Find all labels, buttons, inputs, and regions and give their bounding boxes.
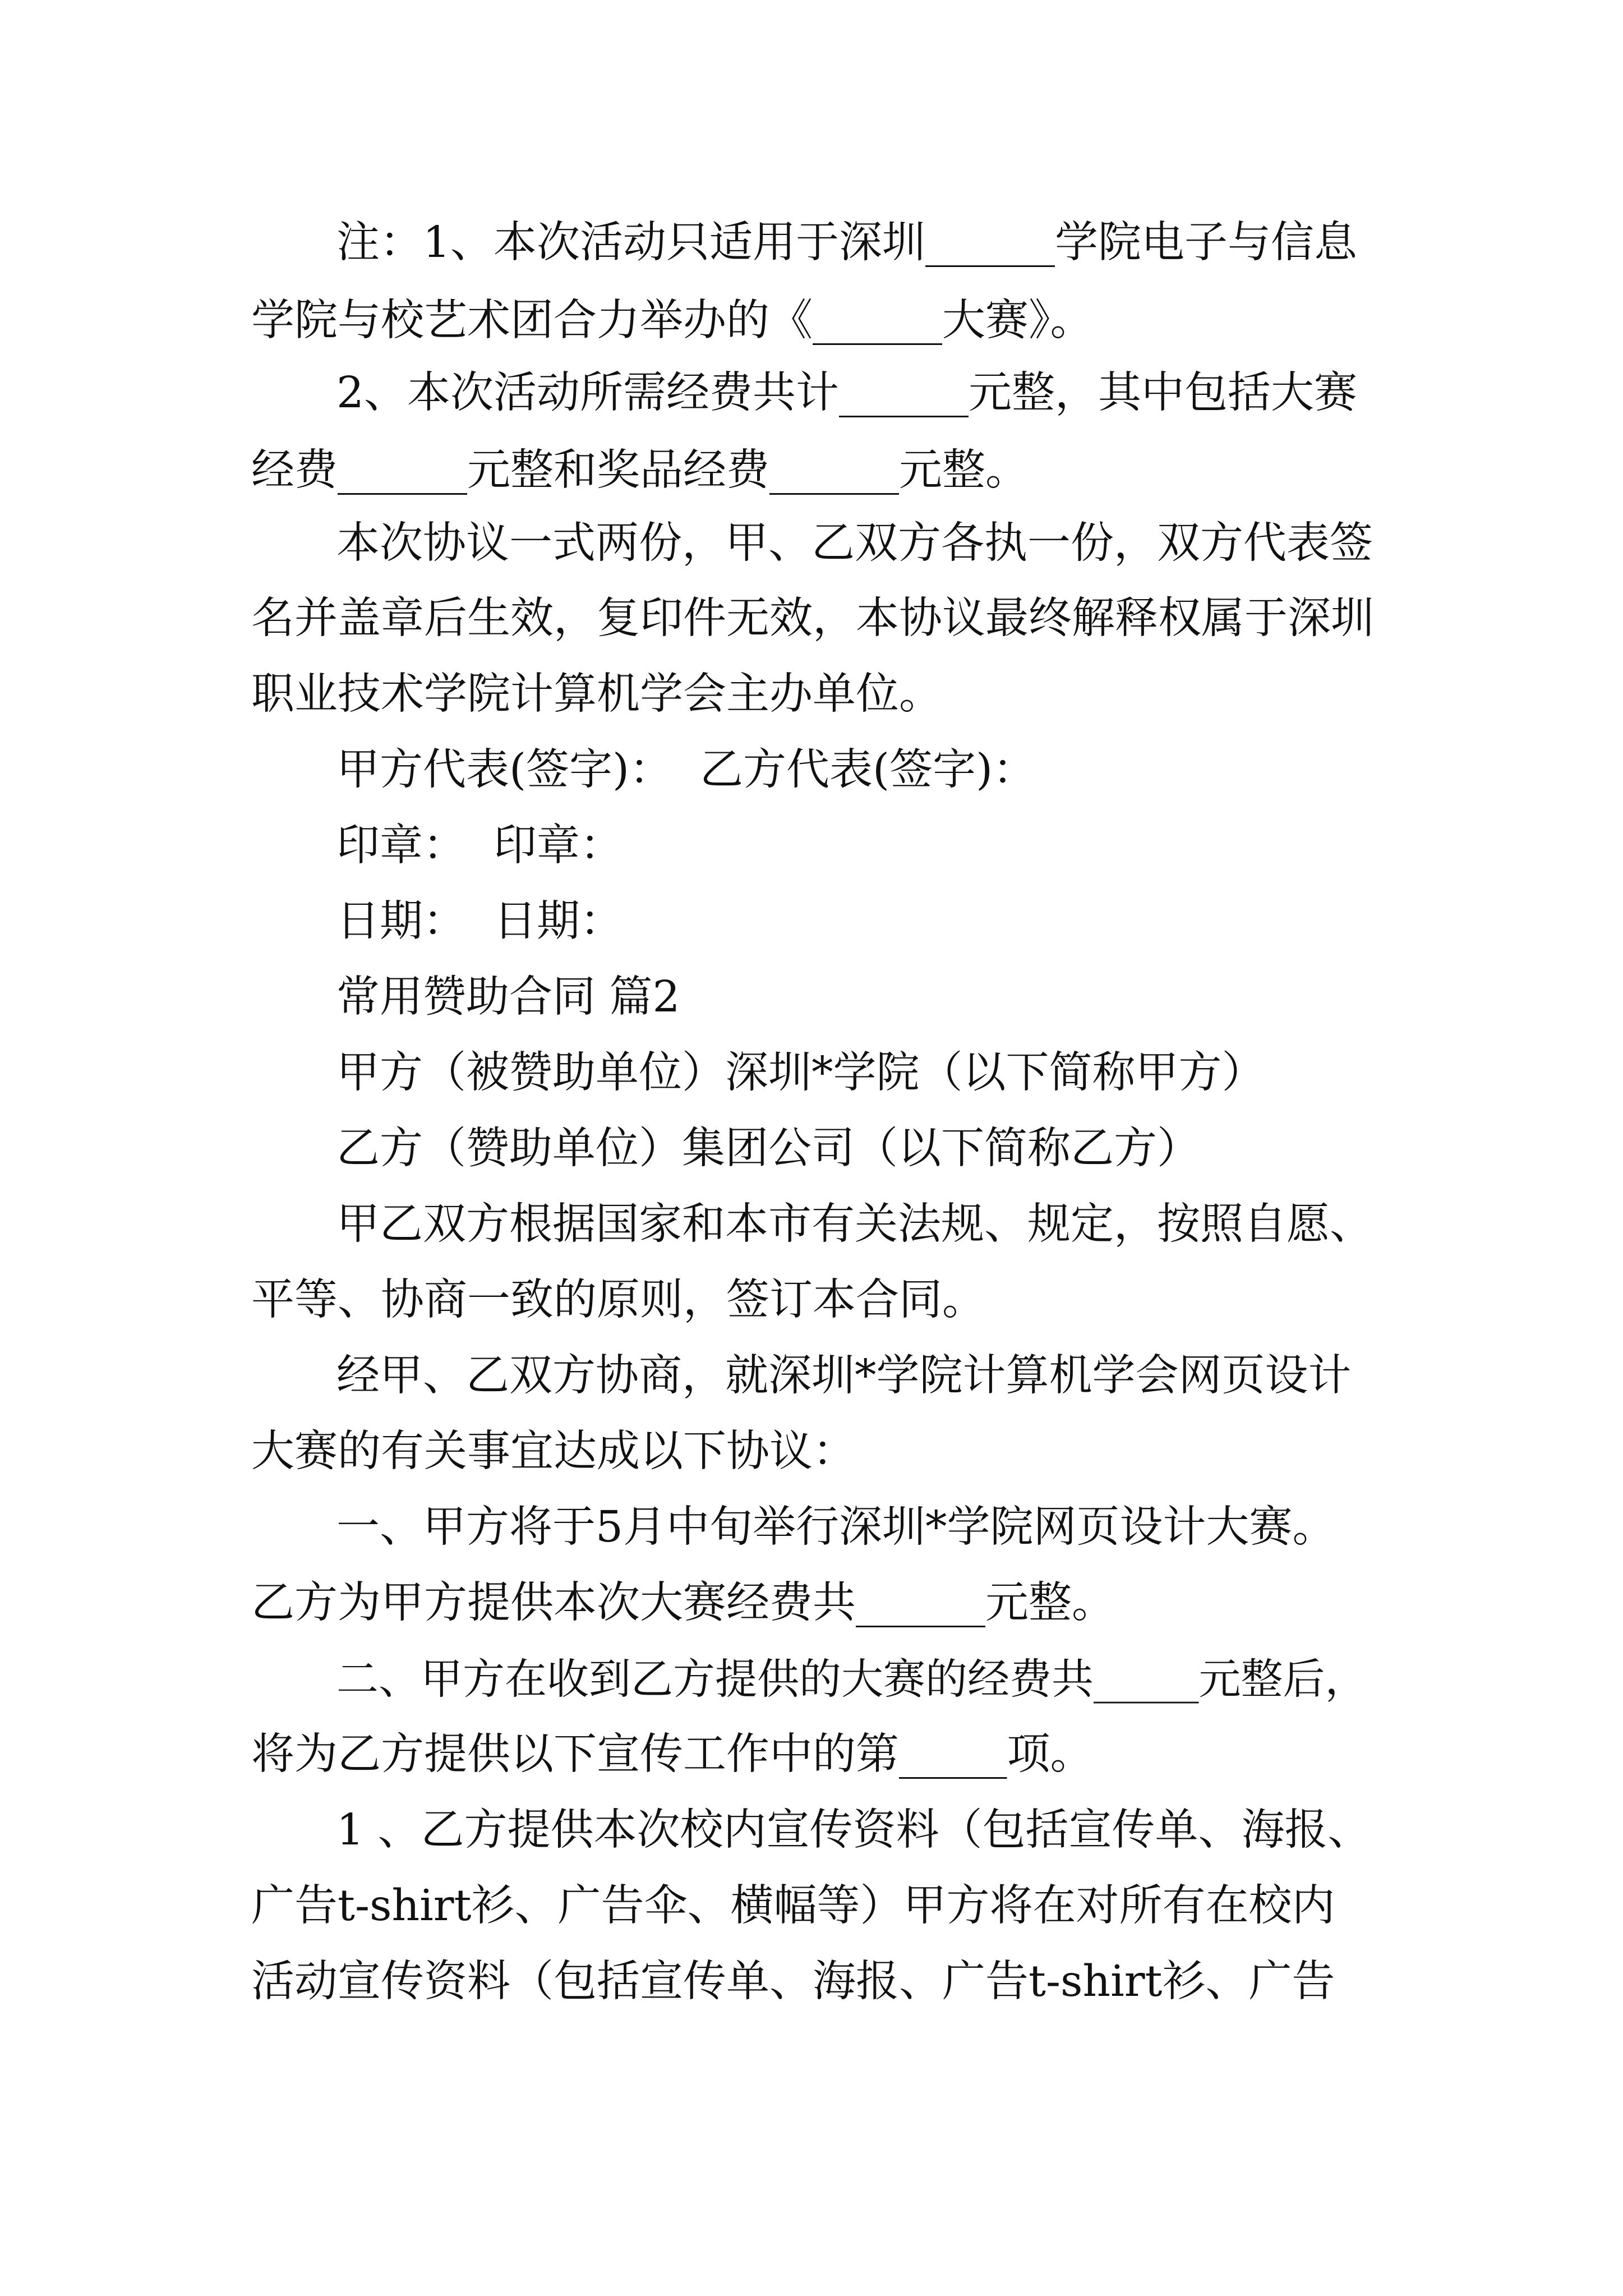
- preamble-line-1: 甲乙双方根据国家和本市有关法规、规定，按照自愿、: [336, 1199, 1373, 1249]
- clause-1-line-1: 一、甲方将于5月中旬举行深圳*学院网页设计大赛。: [336, 1502, 1336, 1552]
- note-1-line-2: 学院与校艺术团合力举办的《______大赛》。: [251, 296, 1094, 346]
- agreement-copies-line-1: 本次协议一式两份，甲、乙双方各执一份，双方代表签: [336, 518, 1373, 568]
- item-1-line-1: 1 、乙方提供本次校内宣传资料（包括宣传单、海报、: [336, 1805, 1371, 1855]
- note-2-line-2: 经费______元整和奖品经费______元整。: [251, 445, 1029, 495]
- clause-2-line-2: 将为乙方提供以下宣传工作中的第_____项。: [251, 1729, 1094, 1779]
- clause-1-line-2: 乙方为甲方提供本次大赛经费共______元整。: [251, 1578, 1115, 1628]
- agreement-copies-line-3: 职业技术学院计算机学会主办单位。: [251, 669, 942, 719]
- item-1-line-2: 广告t-shirt衫、广告伞、横幅等）甲方将在对所有在校内: [251, 1881, 1335, 1931]
- date-line: 日期： 日期：: [336, 896, 623, 946]
- clause-2-line-1: 二、甲方在收到乙方提供的大赛的经费共_____元整后，: [336, 1654, 1367, 1704]
- preamble-line-2: 平等、协商一致的原则，签订本合同。: [251, 1275, 985, 1325]
- seal-line: 印章： 印章：: [336, 821, 623, 871]
- party-b-line: 乙方（赞助单位）集团公司（以下简称乙方）: [336, 1124, 1200, 1174]
- section-heading: 常用赞助合同 篇2: [336, 972, 680, 1022]
- note-1-line-1: 注：1、本次活动只适用于深圳______学院电子与信息: [336, 218, 1357, 268]
- negotiation-line-2: 大赛的有关事宜达成以下协议：: [251, 1427, 856, 1476]
- signature-line: 甲方代表(签字)： 乙方代表(签字)：: [336, 745, 1036, 795]
- item-1-line-3: 活动宣传资料（包括宣传单、海报、广告t-shirt衫、广告: [251, 1957, 1335, 2007]
- negotiation-line-1: 经甲、乙双方协商，就深圳*学院计算机学会网页设计: [336, 1351, 1352, 1401]
- agreement-copies-line-2: 名并盖章后生效，复印件无效，本协议最终解释权属于深圳: [251, 593, 1374, 643]
- party-a-line: 甲方（被赞助单位）深圳*学院（以下简称甲方）: [336, 1048, 1265, 1098]
- note-2-line-1: 2、本次活动所需经费共计______元整，其中包括大赛: [336, 368, 1357, 418]
